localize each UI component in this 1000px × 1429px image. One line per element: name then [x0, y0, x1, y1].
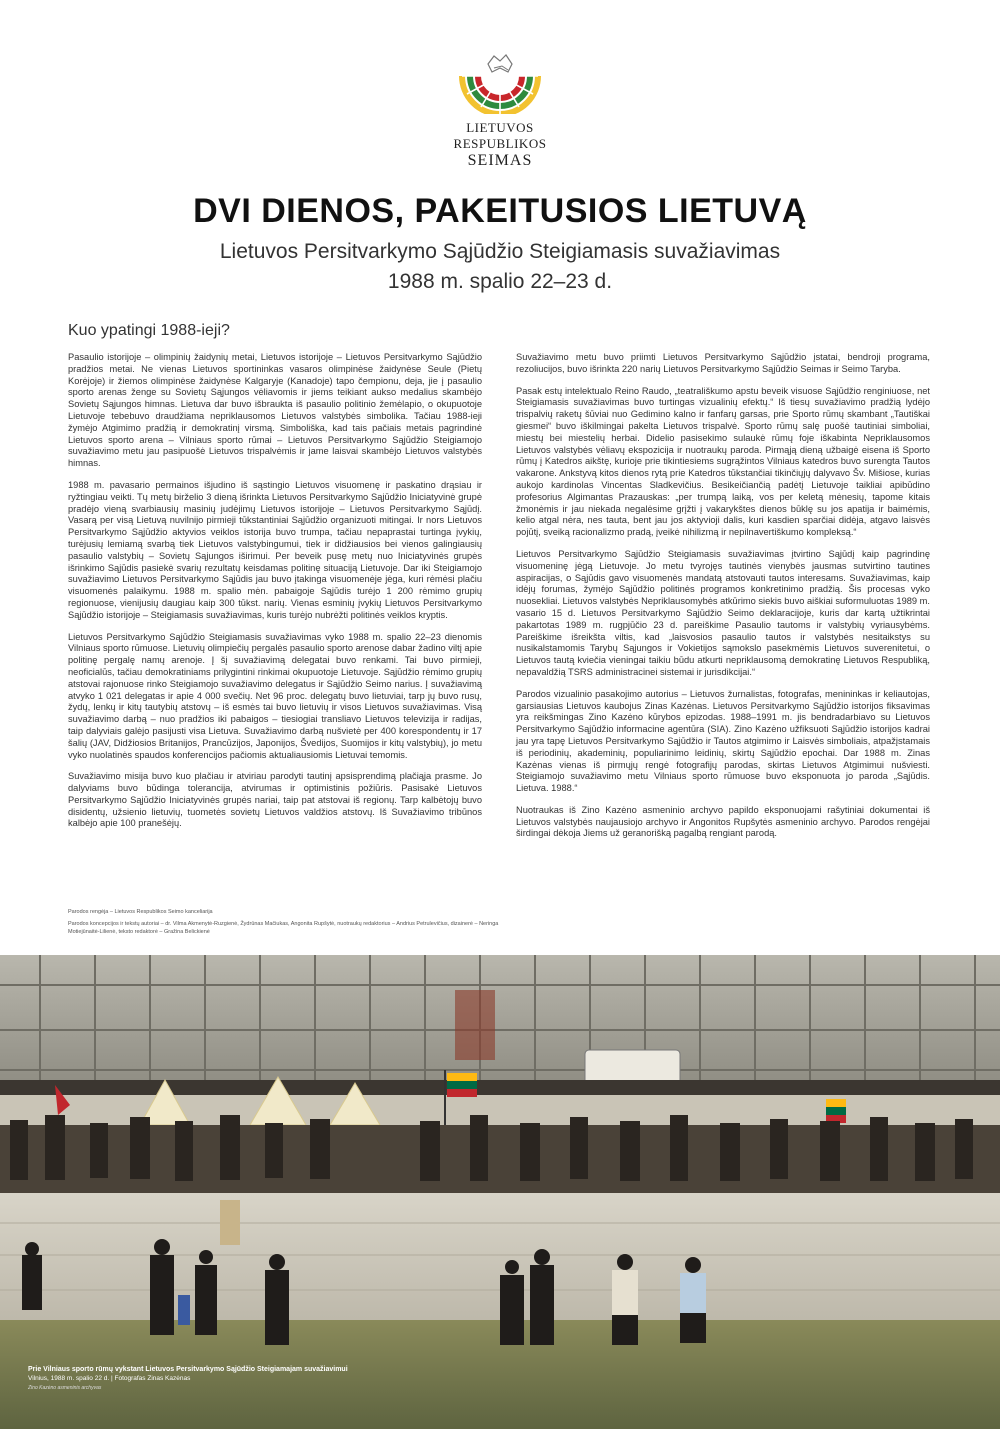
page-subtitle-line2: 1988 m. spalio 22–23 d.: [387, 270, 613, 293]
historical-photo: [0, 955, 1000, 1429]
left-column: [68, 352, 482, 840]
right-paragraph: Parodos vizualinio pasakojimo autorius – Lietuvos žurnalistas, fotografas, menininkas ir keliautojas, garsiausias Lietuvos kaubojus Zinas Kazėnas. Lietuvos Persitvarkymo Sąjūdžio istorijos fiksavimas yra reikšmingas Zino Kazėno kūrybos epizodas. 1988–1991 m. jis bendradarbiavo su Lietuvos Persitvarkymo Sąjūdžio informacine agentūra (SIA). Zino Kazėno užfiksuoti Sąjūdžio istorijos kadrai jau yra tapę Lietuvos Persitvarkymo Sąjūdžio ir Tautos atgimimo ir Laisvės simboliais, atpažįstamais iš periodinių, akademinių, populiarinimo leidinių, skirtų Sąjūdžio epochai. Dar 1988 m. Zinas Kazėnas vienas iš pirmųjų rengė fotografijų parodas, skirtas Lietuvos Atgimimui nušviesti. Steigiamojo suvažiavimo metu Vilniaus sporto rūmuose buvo eksponuota jo paroda „Sąjūdis. Lietuva. 1988.“: [516, 688, 930, 794]
seimas-emblem-icon: [458, 52, 542, 114]
right-column: [516, 352, 930, 850]
left-paragraph: 1988 m. pavasario permainos išjudino iš sąstingio Lietuvos visuomenę ir paskatino drąsiau ir ryžtingiau veikti. Tų metų birželio 3 dieną išrinkta Lietuvos Persitvarkymo Sąjūdžio Iniciatyvinė grupė pradėjo vieną svarbiausių masinių judėjimų Lietuvos istorijoje – Lietuvos Persitvarkymo Sąjūdį. Vasarą per visą Lietuvą nuvilnijo pirmieji tūkstantiniai Sąjūdžio organizuoti mitingai. Ir nors Lietuvos Persitvarkymo Sąjūdžio aktyvios veiklos istorija buvo trumpa, tačiau nepaprastai turtinga įvykių, turėjusių lemiamą svarbą tiek Lietuvos valstybingumui, tiek ir didžiausios bei vienos galingiausių pasaulio valstybių – Sovietų Sąjungos iširimui. Per beveik pusę metų nuo Iniciatyvinės grupės išrinkimo Sąjūdis pasiekė svarių rezultatų keisdamas politinę situaciją Lietuvoje. Dar iki Steigiamojo suvažiavimo Lietuvos Persitvarkymo Sąjūdis jau buvo įtakinga visuomenėje jėga, kuri rėmėsi plačiu visuomenės palaikymu. 1988 m. spalio mėn. pabaigoje Sąjūdis turėjo 1 200 rėmimo grupių regionuose, vienijusių daugiau kaip 300 tūkst. narių. Vienas esminių įvykių Lietuvos Persitvarkymo Sąjūdžio istorijoje – Steigiamasis suvažiavimas, kuris turėjo nubrėžti politinės veiklos kryptis.: [68, 479, 482, 620]
caption-title: Prie Vilniaus sporto rūmų vykstant Lietuvos Persitvarkymo Sąjūdžio Steigiamajam suvažiavimui: [28, 1366, 348, 1373]
right-paragraph: Suvažiavimo metu buvo priimti Lietuvos Persitvarkymo Sąjūdžio įstatai, bendroji programa, rezoliucijos, buvo išrinkta 220 narių Lietuvos Persitvarkymo Sąjūdžio Seimas ir Seimo Taryba.: [516, 352, 930, 374]
seimas-logo: [420, 52, 580, 170]
left-paragraph: Lietuvos Persitvarkymo Sąjūdžio Steigiamasis suvažiavimas vyko 1988 m. spalio 22–23 dienomis Vilniaus sporto rūmuose. Lietuvių olimpiečių pergalės pasaulio sporto arenose dabar žadino viltį apie politinę pergalę namų arenoje. Į šį suvažiavimą delegatai buvo renkami. Tai buvo pirmieji, neoficialūs, tačiau demokratiniams prilygintini rinkimai okupuotoje Lietuvoje. Sąjūdžio rėmimo grupių atstovai rajonuose rinko Steigiamojo suvažiavimo delegatus ir Sąjūdžio Seimo narius. Į suvažiavimą atvyko 1 021 delegatas ir apie 4 000 svečių. Net 96 proc. delegatų buvo lietuviai, tarp jų buvo rusų, žydų, lenkų ir kitų tautybių atstovų – iš esmės tai buvo lietuvių ir visos Lietuvos suvažiavimas. Visą suvažiavimo darbą – nuo pradžios iki pabaigos – tiesiogiai transliavo Lietuvos televizija ir radijas, taip dalyviais galėjo pasijusti visa Lietuva. Suvažiavimo darbą nušvietė per 400 korespondentų ir 17 šalių (JAV, Didžiosios Britanijos, Prancūzijos, Japonijos, Švedijos, Suomijos ir kitų valstybių), jo metu vyko nuolatinės spaudos konferencijos pačiomis aktualiausiomis Lietuvai temomis.: [68, 631, 482, 760]
left-paragraph: Pasaulio istorijoje – olimpinių žaidynių metai, Lietuvos istorijoje – Lietuvos Persitvarkymo Sąjūdžio pradžios metai. Ne vienas Lietuvos sportininkas vasaros olimpinėse žaidynėse Seule (Pietų Korėjoje) ir žiemos olimpinėse žaidynėse Kalgaryje (Kanadoje) tapo čempionu, deja, jie į pasaulio sporto arenas ženge su Sovietų Sąjungos vėliavomis ir jiems teikiant aukso medalius skambėjo Sovietų Sąjungos himnas. Lietuva dar buvo išbraukta iš pasaulio politinio žemėlapio, o okupuotoje Lietuvoje tebebuvo draudžiama nepriklausomos Lietuvos valstybės simbolika. Tačiau 1988-ieji žymėjo Atgimimo pradžią ir demokratinį virsmą. Simboliška, kad tais pačiais metais pagrindinė Lietuvos sporto arena – Vilniaus sporto rūmai – Lietuvos Persitvarkymo Sąjūdžio Steigiamojo suvažiavimo metu jau pasipuošė Lietuvos trispalvėmis ir jame laisvai skambėjo Lietuvos valstybės himnas.: [68, 352, 482, 469]
right-paragraph: Nuotraukas iš Zino Kazėno asmeninio archyvo papildo eksponuojami rašytiniai dokumentai iš Lietuvos valstybės naujausiojo archyvo ir Angonitos Rupšytės asmeninio archyvo. Parodos rengėjai širdingai dėkoja Jiems už geranorišką pagalbą rengiant parodą.: [516, 804, 930, 839]
logo-line1: LIETUVOS RESPUBLIKOS: [453, 120, 547, 151]
left-paragraph: Suvažiavimo misija buvo kuo plačiau ir atviriau parodyti tautinį apsisprendimą plačiąja prasme. Jo dalyviams buvo būdinga tolerancija, atvirumas ir optimistinis požiūris. Pasisakė Lietuvos Persitvarkymo Sąjūdžio Iniciatyvinės grupės nariai, taip pat atstovai iš regionų. Tarp kalbėtojų buvo disidentų, užsienio lietuvių, tuometės sovietų Lietuvos valdžios atstovų. Iš Suvažiavimo tribūnos kalbėjo apie 100 pranešėjų.: [68, 771, 482, 829]
credits: [68, 908, 508, 940]
photo-caption: [28, 1366, 528, 1391]
right-paragraph: Pasak estų intelektualo Reino Raudo, „teatrališkumo apstu beveik visuose Sąjūdžio renginiuose, net Steigiamasis suvažiavimas buvo turtingas vizualinių efektų.“ Iš tiesų suvažiavimo pradžią lydėjo trispalvių raketų šūviai nuo Gedimino kalno ir fanfarų garsas, prie Sporto rūmų skambant „Tautiškai giesmei“ buvo iškilmingai pakelta Lietuvos trispalvė. Sporto rūmų salę puošė tautiniai simboliai, miestų bei miestelių herbai. Didelio pasisekimo sulaukė rūmų foje iškabinta Nepriklausomos Lietuvos valstybės vėliavų ekspozicija ir nuotraukų paroda. Pirmąją dieną užbaigė eisena iš Sporto rūmų į Katedros aikštę, kurioje prie tikintiesiems sugrąžintos Vilniaus katedros buvo surengta Tautos vakarone. Ankstyvą kitos dienos rytą prie Katedros tūkstančiai tikinčiųjų dalyvavo Šv. Mišiose, kurias aukojo kardinolas Vincentas Sladkevičius. Besikeičiančią padėtį Lietuvoje taikliai apibūdino profesorius Algimantas Prazauskas: „per trumpą laiką, vos per keletą mėnesių, tapome kitais žmonėmis ir jau niekada negalėsime grįžti į vakarykštes dienos būklę su jos apatija ir baimėmis, kelio atgal nėra, nes tauta, bent jau jos aktyvioji dalis, kuri kasdien sparčiai didėja, atgavo laisvės pojūtį, sveiką racionalizmo pradą, įveikė nihilizmą ir nepilnavertiškumo kompleksą.“: [516, 385, 930, 538]
photo-illustration: [0, 955, 1000, 1429]
right-paragraph: Lietuvos Persitvarkymo Sąjūdžio Steigiamasis suvažiavimas įtvirtino Sąjūdį kaip pagrindinę visuomeninę jėgą Lietuvoje. Jo metu tvyrojęs tautinės vienybės jausmas sutvirtino tautines aspiracijas, o Sąjūdis gavo visuomenės mandatą atstovauti tautos interesams. Suvažiavimas, kaip idėjų forumas, žymėjo Sąjūdžio politinės programos konkretinimo pradžią. Šis procesas vyko nuosekliai. Lietuvos valstybės Nepriklausomybės atkūrimo siekis buvo aiškiai suformuluotas 1989 m. vasario 15 d. Lietuvos Persitvarkymo Sąjūdžio Seimo deklaracijoje, kuris dar kartą užtikrintai pakartotas 1989 m. rugpjūčio 23 d. pareiškime Pasaulio tautoms ir valstybių vyriausybėms. Pareiškime išreikšta viltis, kad „laisvosios pasaulio tautos ir valstybės nesitaikstys su nusikalstamomis Tarybų Sąjungos ir Vokietijos sąmokslo pasekmėmis Lietuvos suverenitetui, o Lietuvos tautą kviečia vieningai taikiu būdu atkurti nepriklausomą demokratinę Lietuvos Respubliką, nepavaldžią TSRS administracinei sistemai ir jurisdikcijai.“: [516, 548, 930, 677]
caption-subtitle: Vilnius, 1988 m. spalio 22 d. | Fotografas Zinas Kazėnas: [28, 1375, 191, 1382]
page-subtitle-line1: Lietuvos Persitvarkymo Sąjūdžio Steigiamasis suvažiavimas: [219, 240, 781, 263]
section-heading: Kuo ypatingi 1988-ieji?: [68, 322, 230, 339]
caption-credit: Zino Kazėno asmeninis archyvas: [28, 1385, 102, 1391]
credits-authors: Parodos koncepcijos ir tekstų autoriai – dr. Vilma Akmenytė-Ruzgienė, Žydrūnas Mačiukas, Angonita Rupšytė, nuotraukų redaktorius – Andrius Petrulevičius, dizainerė – Neringa Motiejūnaitė-Lilienė, teksto redaktorė – Gražina Belickienė: [68, 921, 499, 935]
credits-organizer: Parodos rengėja – Lietuvos Respublikos Seimo kanceliarija: [68, 909, 213, 915]
logo-line2: SEIMAS: [467, 152, 533, 169]
page-title: DVI DIENOS, PAKEITUSIOS LIETUVĄ: [193, 192, 807, 230]
